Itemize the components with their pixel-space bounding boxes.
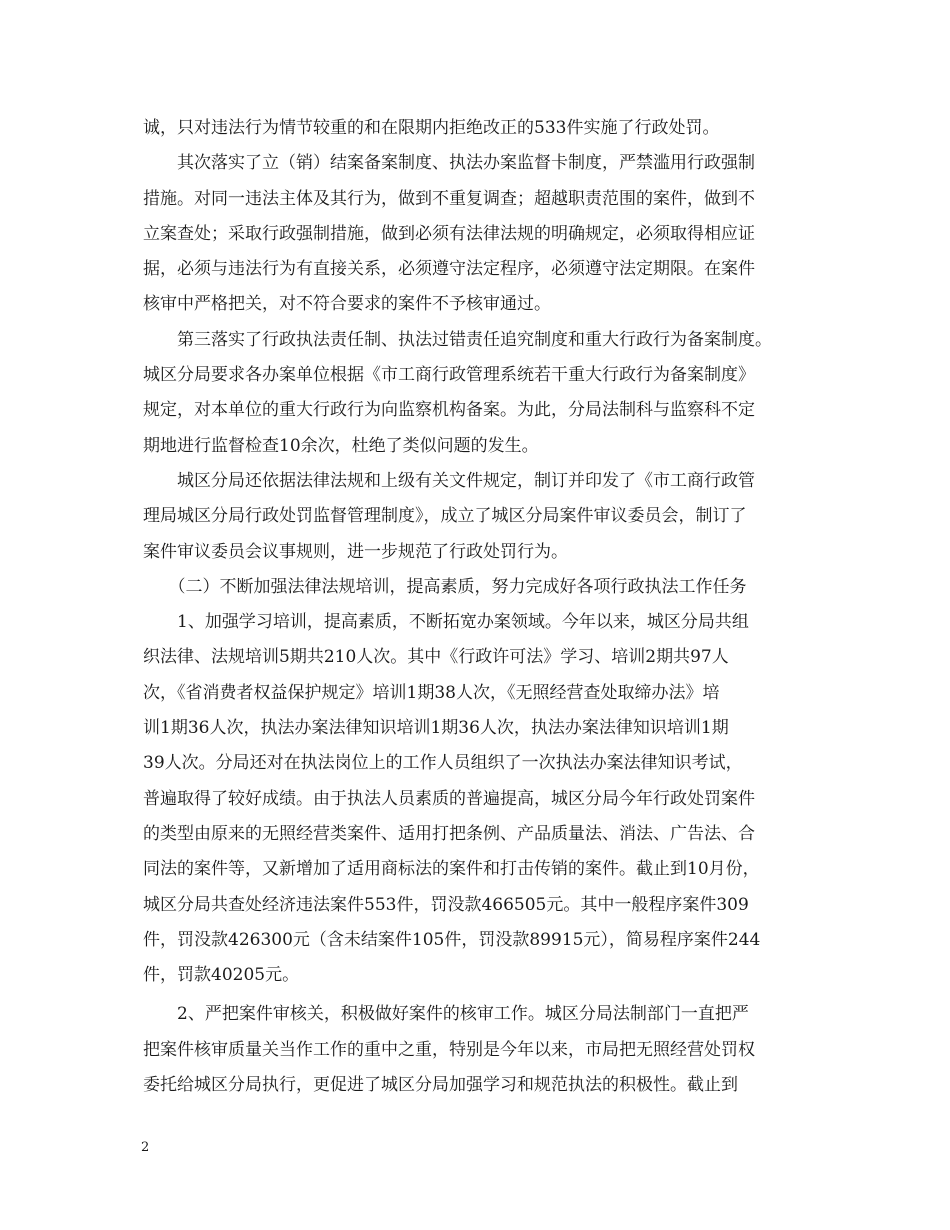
text-line: 织法律、法规培训5期共210人次。其中《行政许可法》学习、培训2期共97人 [143,647,729,668]
text-line: 的类型由原来的无照经营类案件、适用打把条例、产品质量法、消法、广告法、合 [143,823,755,844]
page-number: 2 [141,1140,150,1155]
text-line: 城区分局共查处经济违法案件553件，罚没款466505元。其中一般程序案件309 [143,894,749,915]
text-line: 核审中严格把关，对不符合要求的案件不予核审通过。 [143,294,551,315]
text-line: 训1期36人次，执法办案法律知识培训1期36人次，执法办案法律知识培训1期 [143,718,729,739]
text-line: 诚，只对违法行为情节较重的和在限期内拒绝改正的533件实施了行政处罚。 [143,118,720,138]
text-line: 1、加强学习培训，提高素质，不断拓宽办案领域。今年以来，城区分局共组 [143,612,749,633]
text-line: 措施。对同一违法主体及其行为，做到不重复调查；超越职责范围的案件，做到不 [143,188,755,209]
text-line: 期地进行监督检查10余次，杜绝了类似问题的发生。 [143,435,539,456]
text-line: 案件审议委员会议事规则，进一步规范了行政处罚行为。 [143,541,568,562]
text-line: 2、严把案件审核关，积极做好案件的核审工作。城区分局法制部门一直把严 [143,1004,749,1025]
text-line: 城区分局要求各办案单位根据《市工商行政管理系统若干重大行政行为备案制度》 [143,365,755,386]
text-line: 其次落实了立（销）结案备案制度、执法办案监督卡制度，严禁滥用行政强制 [143,153,755,174]
body-text [143,111,823,1103]
text-line: 件，罚款40205元。 [143,965,300,986]
text-line: 据，必须与违法行为有直接关系，必须遵守法定程序，必须遵守法定期限。在案件 [143,259,755,280]
section-heading: （二）不断加强法律法规培训，提高素质，努力完成好各项行政执法工作任务 [143,576,747,597]
text-line: 普遍取得了较好成绩。由于执法人员素质的普遍提高，城区分局今年行政处罚案件 [143,788,755,809]
text-line: 件，罚没款426300元（含未结案件105件，罚没款89915元），简易程序案件244 [143,929,761,950]
text-line: 第三落实了行政执法责任制、执法过错责任追究制度和重大行政行为备案制度。 [143,329,772,350]
text-line: 委托给城区分局执行，更促进了城区分局加强学习和规范执法的积极性。截止到 [143,1075,738,1096]
text-line: 39人次。分局还对在执法岗位上的工作人员组织了一次执法办案法律知识考试， [143,753,743,774]
text-line: 城区分局还依据法律法规和上级有关文件规定，制订并印发了《市工商行政管 [143,470,755,491]
text-line: 规定，对本单位的重大行政行为向监察机构备案。为此，分局法制科与监察科不定 [143,400,755,421]
text-line: 次，《省消费者权益保护规定》培训1期38人次，《无照经营查处取缔办法》培 [143,682,720,703]
text-line: 同法的案件等，又新增加了适用商标法的案件和打击传销的案件。截止到10月份， [143,859,760,880]
text-line: 理局城区分局行政处罚监督管理制度》，成立了城区分局案件审议委员会，制订了 [143,506,747,527]
text-line: 立案查处；采取行政强制措施，做到必须有法律法规的明确规定，必须取得相应证 [143,223,755,244]
text-line: 把案件核审质量关当作工作的重中之重，特别是今年以来，市局把无照经营处罚权 [143,1039,755,1060]
